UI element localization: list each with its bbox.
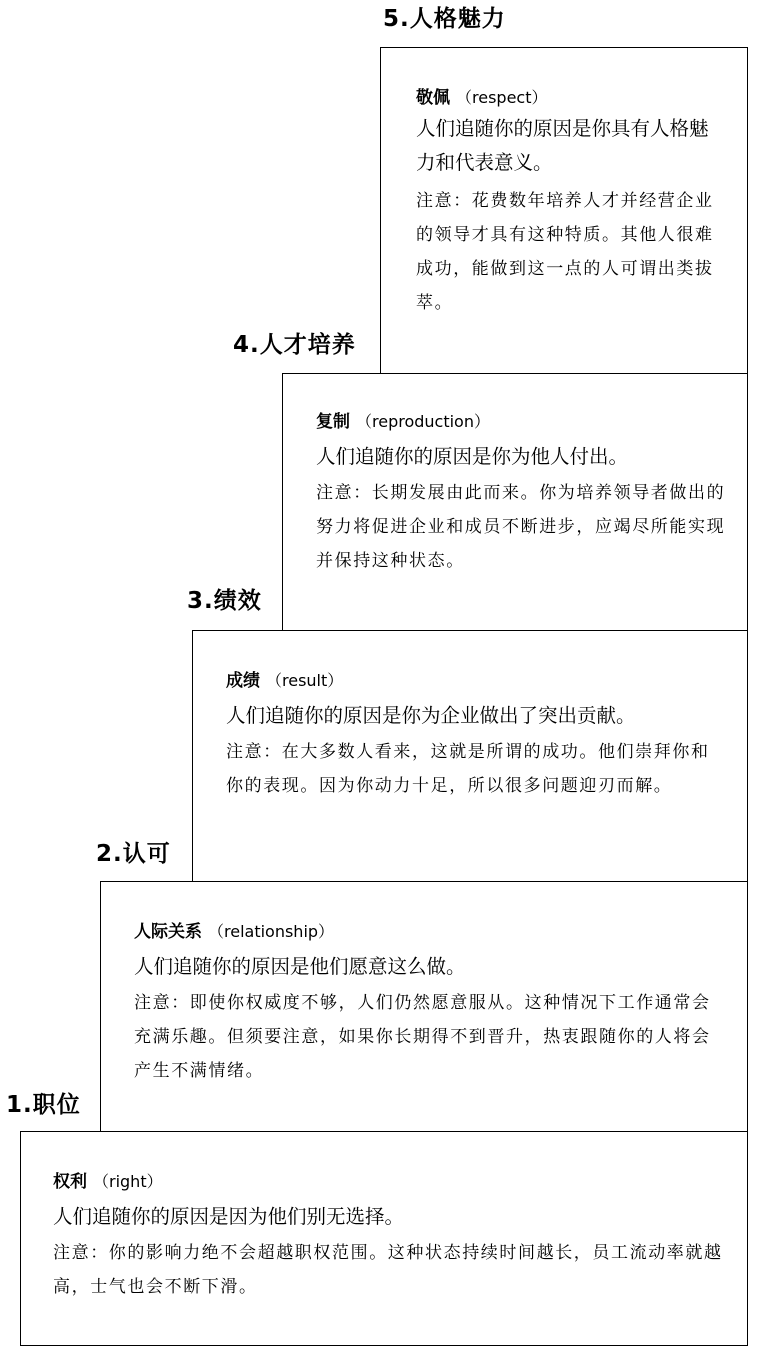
- level-2-reason: 人们追随你的原因是他们愿意这么做。: [134, 955, 466, 979]
- level-5-title-en: （respect）: [456, 88, 548, 107]
- level-5-note: 注意：花费数年培养人才并经营企业的领导才具有这种特质。其他人很难成功，能做到这一点的人可谓出类拔萃。: [416, 191, 714, 314]
- level-1-title-en: （right）: [93, 1172, 163, 1191]
- level-4-label: 4.人才培养: [233, 332, 356, 358]
- level-1-label: 1.职位: [6, 1092, 81, 1118]
- level-3-title-zh: 成绩: [226, 671, 260, 691]
- level-5-reason: 人们追随你的原因是你具有人格魅力和代表意义。: [416, 117, 709, 175]
- level-3-title-en: （result）: [266, 671, 344, 690]
- level-2-title: [134, 922, 727, 942]
- level-3-box: [192, 630, 748, 883]
- level-4-box: [282, 373, 748, 633]
- level-2-title-en: （relationship）: [208, 922, 335, 941]
- level-5-label: 5.人格魅力: [383, 6, 506, 32]
- level-4-title: [316, 412, 727, 432]
- level-4-title-en: （reproduction）: [356, 412, 490, 431]
- level-4-reason: 人们追随你的原因是你为他人付出。: [316, 445, 629, 469]
- level-2-note: 注意：即使你权威度不够，人们仍然愿意服从。这种情况下工作通常会充满乐趣。但须要注意，如果你长期得不到晋升，热衷跟随你的人将会产生不满情绪。: [134, 993, 711, 1082]
- level-2-box: [100, 881, 748, 1134]
- level-3-label: 3.绩效: [187, 588, 262, 614]
- level-4-title-zh: 复制: [316, 412, 350, 432]
- level-3-note: 注意：在大多数人看来，这就是所谓的成功。他们崇拜你和你的表现。因为你动力十足，所以很多问题迎刃而解。: [226, 742, 710, 797]
- level-2-title-zh: 人际关系: [134, 922, 202, 942]
- level-1-title-zh: 权利: [53, 1172, 87, 1192]
- level-2-label: 2.认可: [96, 841, 171, 867]
- level-1-box: [20, 1131, 748, 1346]
- level-1-title: [53, 1172, 727, 1192]
- level-1-note: 注意：你的影响力绝不会超越职权范围。这种状态持续时间越长，员工流动率就越高，士气也会不断下滑。: [53, 1243, 723, 1298]
- level-5-title-zh: 敬佩: [416, 88, 450, 108]
- level-5-title: [416, 88, 727, 108]
- level-5-box: [380, 47, 748, 376]
- level-1-reason: 人们追随你的原因是因为他们别无选择。: [53, 1205, 405, 1229]
- level-4-note: 注意：长期发展由此而来。你为培养领导者做出的努力将促进企业和成员不断进步，应竭尽所能实现并保持这种状态。: [316, 483, 726, 572]
- level-3-reason: 人们追随你的原因是你为企业做出了突出贡献。: [226, 704, 636, 728]
- level-3-title: [226, 671, 727, 691]
